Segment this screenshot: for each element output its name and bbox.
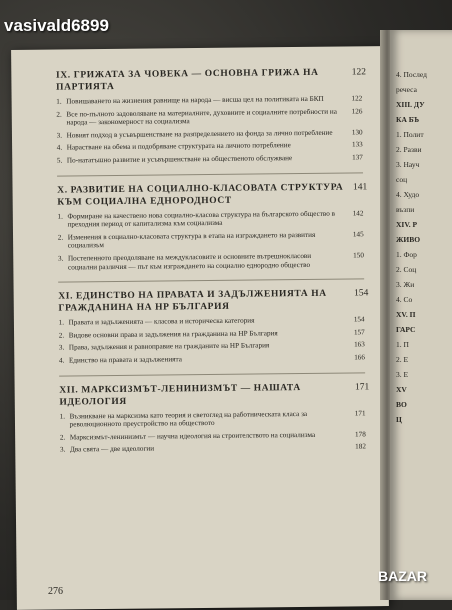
fragment: XV [396, 385, 407, 394]
right-page-fragments [396, 70, 452, 430]
entry-page: 150 [353, 251, 364, 260]
divider [58, 279, 364, 283]
fragment: 4. Послед [396, 70, 427, 79]
entry-number: 1. [58, 318, 65, 327]
entry-page: 157 [353, 328, 365, 337]
fragment: XV. П [396, 310, 416, 319]
toc-section [59, 381, 370, 455]
section-title [59, 381, 370, 408]
page-number: 276 [48, 586, 63, 597]
entry-text: Правата и задълженията — класова и историческа категория [68, 316, 255, 327]
toc-entry [58, 251, 364, 271]
fragment: речеса [396, 85, 417, 94]
entry-number: 3. [58, 343, 65, 352]
entry-number: 2. [57, 233, 64, 242]
fragment: ЖИВО [396, 235, 421, 244]
divider [59, 372, 365, 376]
toc-entry [58, 230, 364, 250]
toc-entry [59, 341, 365, 353]
toc-entry [57, 153, 363, 165]
entry-page: 130 [351, 128, 363, 137]
table-of-contents [55, 66, 370, 464]
toc-entry [60, 430, 366, 442]
entry-number: 3. [56, 131, 63, 140]
section-page-number: 171 [354, 381, 370, 392]
entry-number: 4. [56, 143, 63, 152]
entry-text: Новият подход в усъвършенстване на разпределението на фонда за лично потребление [66, 128, 333, 140]
toc-entry [60, 409, 366, 429]
entry-number: 5. [56, 156, 63, 165]
fragment: 3. Е [396, 370, 409, 379]
fragment: 2. Соц [396, 265, 417, 274]
entry-text: Изменения в социално-класовата структура в етапа на изграждането на развития социализъм [67, 230, 316, 250]
fragment: 4. Худо [396, 190, 420, 199]
fragment: ГАРС [396, 325, 416, 334]
entry-page: 133 [351, 140, 363, 149]
fragment: КА БЪ [396, 115, 420, 124]
section-title-text: X. РАЗВИТИЕ НА СОЦИАЛНО-КЛАСОВАТА СТРУКТУРА КЪМ СОЦИАЛНА ЕДНОРОДНОСТ [57, 182, 344, 208]
right-page [390, 30, 452, 600]
entry-text: Видове основни права и задължения на гражданина на НР България [68, 329, 278, 340]
toc-entry [59, 328, 365, 340]
fragment: 3. Жи [396, 280, 415, 289]
section-title-text: XI. ЕДИНСТВО НА ПРАВАТА И ЗАДЪЛЖЕНИЯТА НА ГРАЖДАНИНА НА НР БЪЛГАРИЯ [58, 288, 327, 314]
entry-text: Единство на правата и задълженията [68, 355, 182, 365]
entry-number: 2. [59, 433, 66, 442]
section-title [58, 288, 369, 315]
fragment: възпи [396, 205, 415, 214]
entry-text: Марксизмът-ленинизмът — научна идеология на строителството на социализма [69, 430, 316, 442]
bazar-logo: BAZAR [378, 568, 427, 584]
entry-number: 4. [58, 356, 65, 365]
entry-text: По-нататъшно развитие и усъвършенстване на общественото обслужване [66, 154, 293, 165]
fragment: 4. Со [396, 295, 413, 304]
fragment: 1. Полит [396, 130, 424, 139]
entry-text: Все по-пълното задоволяване на материалните, духовните и социалните потребности на народа — закономерност на социализма [66, 107, 337, 127]
toc-section [58, 288, 369, 366]
fragment: ВО [396, 400, 407, 409]
watermark-text: vasivald6899 [4, 16, 109, 35]
section-page-number: 154 [354, 288, 369, 299]
entry-number: 2. [56, 110, 62, 119]
entry-text: Формиране на качествено нова социално-класова структура на българското общество в преходния период от капитализма към социализма [67, 209, 336, 229]
fragment: XIV. Р [396, 220, 418, 229]
entry-page: 145 [352, 230, 364, 239]
fragment: XIII. ДУ [396, 100, 425, 109]
fragment: соц [396, 175, 408, 184]
entry-page: 154 [353, 315, 365, 324]
toc-entry [56, 107, 362, 127]
entry-number: 2. [58, 331, 65, 340]
entry-page: 178 [354, 430, 366, 439]
entry-page: 163 [354, 340, 365, 349]
divider [57, 172, 363, 176]
entry-number: 3. [57, 254, 64, 263]
entry-page: 171 [354, 408, 366, 418]
fragment: 1. Фор [396, 250, 417, 259]
entry-number: 1. [56, 97, 62, 106]
fragment: 2. Разви [396, 145, 422, 154]
entry-text: Възникване на марксизма като теория и светоглед на работническата класа за революционното преустройство на обществото [69, 409, 308, 429]
toc-entry [59, 353, 365, 365]
section-page-number: 141 [352, 181, 368, 193]
entry-page: 122 [351, 94, 363, 103]
section-title [57, 181, 368, 208]
fragment: 3. Науч [396, 160, 420, 169]
entry-page: 142 [352, 208, 364, 218]
entry-page: 166 [354, 353, 366, 362]
toc-section [57, 181, 368, 272]
toc-entry [57, 141, 363, 153]
toc-entry [60, 443, 366, 455]
entry-page: 137 [352, 153, 363, 162]
entry-number: 3. [59, 445, 66, 454]
entry-text: Нарастване на обема и подобряване структурата на личното потребление [66, 141, 291, 152]
toc-entry [59, 316, 365, 328]
entry-number: 1. [59, 412, 66, 421]
section-title [55, 66, 367, 93]
section-title-text: XII. МАРКСИЗМЪТ-ЛЕНИНИЗМЪТ — НАШАТА ИДЕОЛОГИЯ [59, 382, 301, 408]
entry-text: Права, задължения и равноправие на гражданите на НР България [68, 341, 270, 352]
toc-entry [56, 94, 362, 106]
entry-text: Два свята — две идеологии [69, 444, 155, 454]
toc-entry [57, 128, 363, 140]
fragment: 2. Е [396, 355, 409, 364]
entry-page: 182 [355, 442, 366, 451]
entry-text: Постепенното преодоляване на междукласовите и основните вътрешнокласови социални различия — път към изграждането на социално еднородно общество [67, 251, 312, 272]
entry-page: 126 [351, 107, 363, 116]
section-title-text: IX. ГРИЖАТА ЗА ЧОВЕКА — ОСНОВНА ГРИЖА НА ПАРТИЯТА [55, 67, 319, 93]
toc-section [55, 66, 367, 165]
fragment: Ц [396, 415, 402, 424]
section-page-number: 122 [351, 67, 367, 78]
toc-entry [57, 209, 363, 229]
entry-number: 1. [57, 212, 63, 221]
fragment: 1. П [396, 340, 409, 349]
entry-text: Повишаването на жизнения равнище на народа — висша цел на политиката на БКП [66, 94, 324, 106]
